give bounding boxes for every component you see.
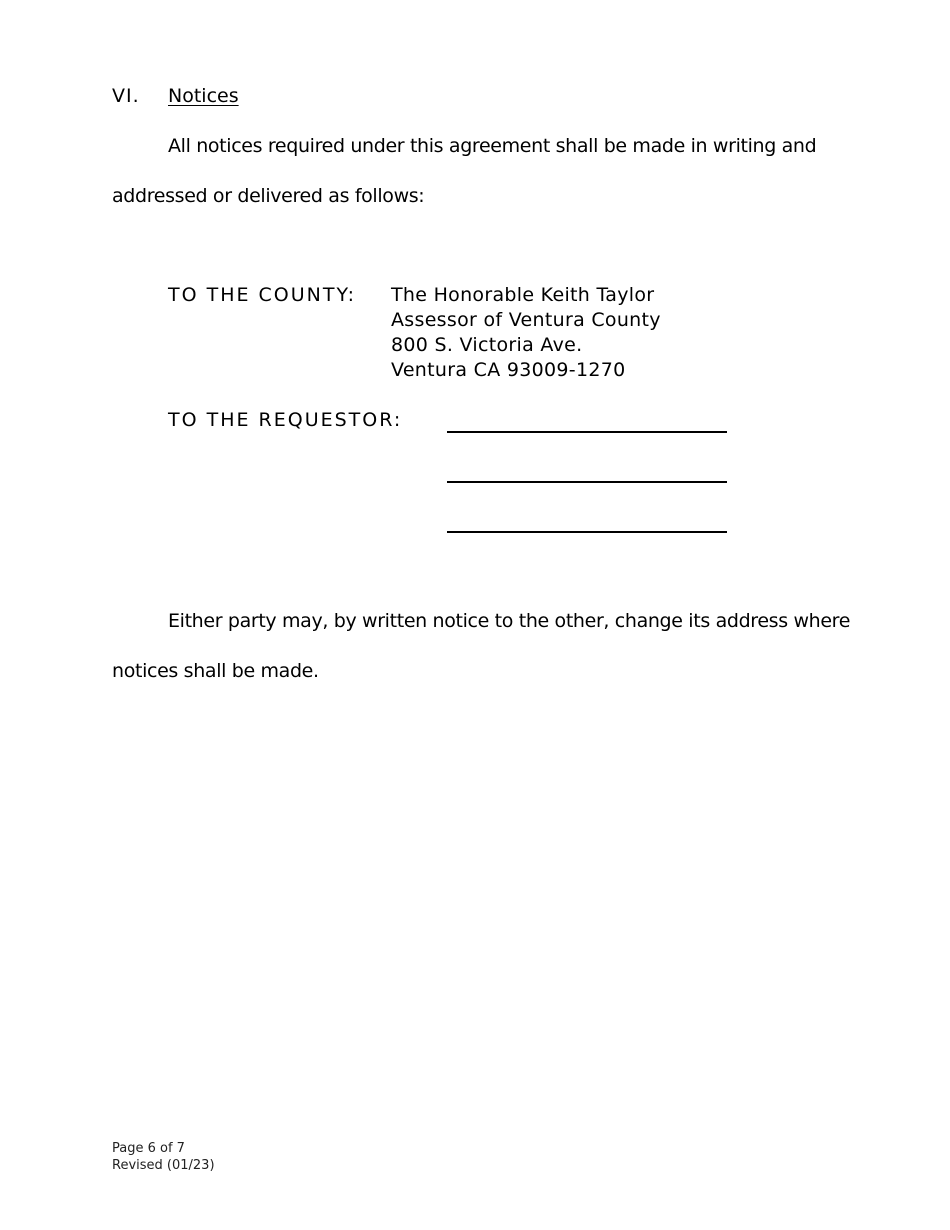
county-address-line: Ventura CA 93009-1270 — [391, 359, 626, 381]
county-address — [391, 283, 661, 383]
requestor-address-blank-line[interactable] — [447, 481, 727, 483]
section-title: Notices — [168, 85, 239, 107]
requestor-address-blank-line[interactable] — [447, 431, 727, 433]
section-heading — [112, 84, 239, 108]
county-label: TO THE COUNTY: — [168, 284, 356, 306]
change-address-text: Either party may, by written notice to the other, change its address where notices shall be made. — [112, 610, 851, 682]
county-address-line: Assessor of Ventura County — [391, 309, 661, 331]
requestor-address-blank-line[interactable] — [447, 531, 727, 533]
page-footer — [112, 1140, 215, 1174]
county-address-line: The Honorable Keith Taylor — [391, 284, 655, 306]
section-number: VI. — [112, 85, 140, 107]
requestor-label: TO THE REQUESTOR: — [168, 409, 403, 431]
notices-intro-text: All notices required under this agreement shall be made in writing and addressed or delivered as follows: — [112, 135, 817, 207]
county-address-line: 800 S. Victoria Ave. — [391, 334, 583, 356]
revision-date: Revised (01/23) — [112, 1158, 215, 1173]
change-address-paragraph — [112, 596, 852, 696]
page-number: Page 6 of 7 — [112, 1141, 185, 1156]
notices-intro-paragraph — [112, 121, 852, 221]
